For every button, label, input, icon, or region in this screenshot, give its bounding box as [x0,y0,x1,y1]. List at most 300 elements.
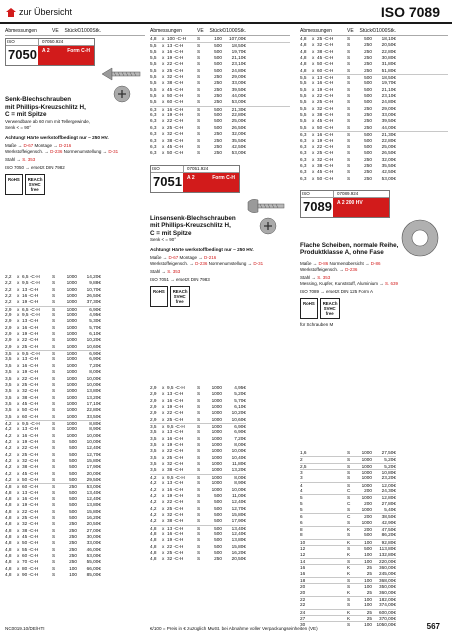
cell-length: 50 -C-H [317,124,334,130]
product-table-7050 [5,274,101,579]
table-row[interactable] [150,150,290,156]
ref-link[interactable]: D-86 [318,260,329,266]
header-ve: VE [52,28,59,34]
ref-link[interactable]: D-31 [253,261,264,267]
description-1: Verwendbare ab 60 mm mit Tellergewinde, [5,118,90,124]
cell-diameter: 3,5 [150,424,157,430]
cell-qty: 25 [366,589,372,595]
cell-price: 20,50€ [381,42,396,48]
cell-ve: S [52,369,56,375]
cell-ve: S [52,464,56,470]
cell-length: 100 -C-H [167,36,187,41]
ref-link[interactable]: D-236 [195,261,208,267]
cell-diameter: 4,8 [5,553,12,559]
cell-ve: S [347,105,351,111]
cell-diameter: 4,2 [5,451,12,457]
ref-link[interactable]: D-216 [59,142,72,148]
cell-qty: 500 [214,118,222,124]
cell-ve: S [347,36,351,41]
cell-diameter: 5,5 [300,75,307,81]
cell-ve: S [347,143,351,149]
cell-ve: S [347,602,351,608]
cell-length: 9,5 -C-H [22,312,40,318]
table-row[interactable] [300,520,396,526]
cell-length: 38 -C-H [167,518,184,524]
cell-diameter: 4,8 [150,543,157,549]
table-row[interactable] [300,571,396,577]
cell-qty: 1000 [66,293,77,299]
cell-x: x [162,480,165,486]
cell-ve: S [52,299,56,305]
ref-link[interactable]: S. 353 [317,274,331,280]
cell-price: 368,00€ [379,577,396,583]
ref-link[interactable]: S. 353 [167,269,181,275]
cell-diameter: 4,2 [5,420,12,426]
table-row[interactable] [300,577,396,583]
cell-price: 53,00€ [86,553,101,559]
cell-ve: S [347,124,351,130]
cell-price: 42,90€ [381,519,396,525]
cell-length: 22 -C-H [167,499,184,505]
cell-x: x [162,525,165,531]
cell-qty: 250 [214,99,222,105]
cell-x: x [162,150,165,156]
cell-ve: S [197,404,201,410]
cell-price: 1050,00€ [376,622,396,628]
cell-length: 22 -C-H [167,543,184,549]
cell-diameter: 6,3 [300,137,307,143]
ref-label: Maße → [5,142,24,148]
ref-link[interactable]: D-67 [23,142,34,148]
cell-qty: 500 [69,477,77,482]
cell-diameter: 5,5 [150,93,157,99]
cell-qty: 250 [364,175,372,181]
cell-qty: 1000 [66,351,77,357]
cell-qty: 500 [214,67,222,73]
cell-diameter: 2 [300,457,303,463]
ref-link[interactable]: S. 353 [22,156,36,162]
cell-diameter: 2,9 [5,306,12,312]
cell-length: 25 -C-H [167,454,184,460]
cell-length: 19 -C-H [317,86,334,92]
cell-ve: S [197,137,201,143]
cell-x: x [17,407,20,413]
ref-link[interactable]: D-67 [168,255,179,261]
table-row[interactable] [300,539,396,545]
cell-length: 19 -C-H [167,404,184,410]
table-row[interactable] [300,558,396,564]
cell-ve: S [52,286,56,292]
replacement-note: ISO 7089 → ersetzt DIN 125 Form A [300,288,374,294]
cell-length: 50 -C-H [22,540,39,546]
cell-qty: 200 [364,488,372,494]
cell-ve: S [347,61,351,67]
cell-ve: S [347,156,351,162]
cell-x: x [312,93,315,99]
cell-diameter: 3 [300,470,303,476]
cell-ve: S [347,507,351,513]
cell-x: x [162,112,165,118]
cell-qty: 500 [364,137,372,143]
cell-qty: 1000 [211,424,222,430]
table-row[interactable] [5,572,101,578]
cell-diameter: 4,8 [5,502,12,508]
cell-diameter: 6,3 [150,118,157,124]
ref-label: Stahl → [300,274,318,280]
ref-link[interactable]: D-236 [50,148,63,154]
cell-qty: 100 [364,551,372,557]
cell-length: 16 -C-H [167,530,184,536]
ref-link[interactable]: D-31 [108,148,119,154]
cell-diameter: 4,8 [5,489,12,495]
cell-x: x [17,484,20,490]
cell-length: 32 -C-H [317,42,334,48]
cell-ve: S [52,534,56,540]
cell-ve: S [197,499,201,505]
header-stueck: Stück [209,28,222,34]
cell-price: 107,00€ [229,36,246,41]
table-row[interactable] [150,556,246,562]
cell-diameter: 18 [300,577,306,583]
cell-diameter: 3,5 [5,407,12,413]
cell-diameter: 6,3 [300,162,307,168]
cell-x: x [312,99,315,105]
cell-qty: 100 [364,622,372,628]
cell-price: 17,90€ [231,518,246,524]
cell-qty: 1000 [66,388,77,394]
cell-ve: S [197,448,201,454]
cell-price: 13,20€ [231,467,246,473]
cell-diameter: 4,2 [150,511,157,517]
cell-length: 38 -C-H [317,162,334,168]
cell-price: 27,50€ [381,450,396,455]
cell-x: x [17,400,20,406]
cell-ve: S [52,553,56,559]
cell-diameter: 6,3 [300,132,307,138]
cell-length: 25 -C-H [22,451,39,457]
table-row[interactable] [300,615,396,621]
cell-length: 32 -C-H [317,105,334,111]
cell-diameter: 4,2 [150,486,157,492]
cell-diameter: 3,5 [5,381,12,387]
cell-ve: S [197,480,201,486]
cell-x: x [17,546,20,552]
cell-qty: 500 [69,508,77,514]
cell-length: 19 -C-H [22,438,39,444]
product-table-7050-cont [150,36,290,157]
standard-number: 7051 [153,173,182,189]
cell-qty: 1000 [211,454,222,460]
ref-label: Maße → [300,260,319,266]
table-row[interactable] [300,176,448,182]
cell-ve: S [347,55,351,61]
back-to-overview-link[interactable] [6,7,72,17]
cell-x: x [17,553,20,559]
cell-length [317,571,347,577]
table-row[interactable] [5,477,101,483]
cell-x: x [17,521,20,527]
ref-label: Stahl → [150,269,168,275]
cell-price: 23,10€ [231,61,246,67]
cell-price: 17,90€ [86,464,101,470]
cell-qty: 500 [214,511,222,517]
cell-ve: S [197,86,201,92]
cell-ve: S [197,124,201,130]
reach-badge: REACh SVHC free [320,298,340,319]
cell-length: 16 -C-H [167,48,184,54]
cell-price: 5,20€ [384,457,396,463]
cell-length: 6,5 -C-H [22,274,40,279]
table-row[interactable] [5,299,101,305]
cell-diameter: 3,5 [5,351,12,357]
table-row[interactable] [300,609,396,615]
cell-qty: 500 [69,496,77,502]
cell-price: 6,90€ [234,429,246,435]
cell-diameter: 4,2 [5,432,12,438]
header-ve: VE [347,28,354,34]
cell-price: 22,80€ [381,137,396,143]
cell-qty: 100 [364,602,372,608]
cell-ve: S [52,394,56,400]
cell-diameter: 4,8 [300,48,307,54]
table-row[interactable] [300,507,396,513]
cell-ve: K [347,615,351,621]
table-row[interactable] [300,532,396,538]
cell-length: 25 -C-H [22,343,39,349]
cell-length: 9,5 -C-H [22,351,40,357]
screw-image-7051 [246,196,288,236]
cell-length: 50 -C-H [317,61,334,67]
table-header [5,28,145,36]
cell-qty: 250 [69,559,77,565]
cell-diameter: 8 [300,532,303,538]
cell-qty: 500 [214,55,222,61]
home-icon [6,8,16,17]
cell-price: 53,00€ [231,150,246,156]
cell-x: x [162,86,165,92]
cell-qty: 500 [69,489,77,495]
cell-diameter: 4,2 [5,426,12,432]
cell-price: 53,00€ [86,484,101,490]
cell-ve: S [197,416,201,422]
cell-diameter: 3,5 [5,356,12,362]
cell-length [317,540,347,545]
cell-ve: S [347,450,351,455]
cell-length: 25 -C-H [317,150,334,156]
ref-label: Montage → [33,142,60,148]
cell-qty: 25 [366,615,372,621]
cell-qty: 1000 [211,461,222,467]
cell-x: x [17,324,20,330]
table-row[interactable] [300,488,396,494]
cell-qty: 250 [364,48,372,54]
cell-price: 10,00€ [231,448,246,454]
column-left [5,28,145,578]
cell-price: 42,50€ [231,143,246,149]
table-row[interactable] [300,602,396,608]
cell-qty: 250 [214,556,222,562]
cell-ve: S [197,118,201,124]
cell-diameter: 5,5 [150,80,157,86]
description-1: Senk < = 90° [150,237,177,243]
cell-ve: S [347,495,351,501]
cell-price: 360,00€ [379,565,396,571]
cell-qty: 1000 [361,519,372,525]
cell-x: x [17,565,20,571]
cell-diameter: 2,2 [5,286,12,292]
table-row[interactable] [150,417,246,423]
cell-ve: S [197,55,201,61]
iso-label: ISO [7,39,39,45]
cell-price: 13,80€ [86,502,101,508]
screw-image-7050 [100,64,144,104]
cell-length: 60 -C-H [167,99,184,105]
cell-price: 182,00€ [379,596,396,602]
cell-diameter: 5,5 [150,43,157,49]
cell-x: x [17,293,20,299]
cell-price: 220,00€ [379,558,396,564]
cell-ve: S [347,558,351,564]
hardness-warning: Achtung! Härte werkstoffbedingt nur ~ 250 HV. [5,134,109,140]
ref-link[interactable]: D-86 [370,260,381,266]
cell-length: 32 -C-H [167,131,184,137]
cell-x: x [17,515,20,521]
ref-link[interactable]: D-236 [345,266,358,272]
cell-qty: 500 [364,36,372,41]
cell-x: x [162,385,165,390]
cell-ve: S [197,99,201,105]
cell-price: 8,00€ [234,442,246,448]
cell-x: x [17,362,20,368]
product-title-line2: mit Phillips-Kreuzschlitz H, [5,103,86,111]
cell-x: x [162,537,165,543]
cell-price: 39,50€ [231,86,246,92]
cell-length [317,610,347,615]
table-row[interactable] [300,552,396,558]
cell-qty: 1000 [211,410,222,416]
table-row[interactable] [150,467,246,473]
table-row[interactable] [5,414,101,420]
cell-price: 4,95€ [234,385,246,390]
cell-diameter: 6,3 [150,112,157,118]
ref-link[interactable]: D-216 [204,255,217,261]
cell-diameter: 20 [300,584,306,590]
cell-ve: S [52,400,56,406]
cell-x: x [17,527,20,533]
standard-number: 7050 [8,47,37,63]
table-row[interactable] [300,475,396,481]
table-row[interactable] [300,463,396,469]
cell-diameter: 12 [300,551,306,557]
cell-length [317,475,347,481]
cell-x: x [162,448,165,454]
table-row[interactable] [300,456,396,462]
cell-qty: 250 [214,86,222,92]
cell-diameter: 6,3 [150,106,157,112]
table-row[interactable] [300,590,396,596]
cell-diameter: 4,8 [5,508,12,514]
rohs-badge: RoHS [5,174,23,195]
cell-price: 32,00€ [231,131,246,137]
cell-qty: 1000 [66,331,77,337]
cell-length: 45 -C-H [167,86,184,92]
cell-length: 16 -C-H [22,496,39,502]
cell-diameter: 2,9 [5,337,12,343]
cell-qty: 250 [69,534,77,540]
cell-diameter: 5,5 [300,99,307,105]
cell-ve: S [347,162,351,168]
cell-x: x [162,397,165,403]
cell-ve: S [52,337,56,343]
cell-length [317,559,347,564]
cell-ve: S [347,150,351,156]
cell-diameter: 4,8 [5,496,12,502]
top-bar [0,0,452,24]
cell-diameter: 5,5 [150,99,157,105]
cell-price: 24,80€ [381,99,396,105]
cell-length: 13 -C-H [22,356,39,362]
table-row[interactable] [5,344,101,350]
cell-ve: S [197,43,201,49]
cell-price: 29,50€ [86,477,101,482]
cell-ve: S [347,99,351,105]
cell-qty: 500 [364,150,372,156]
cell-diameter: 3,5 [150,429,157,435]
cell-diameter: 4,2 [150,474,157,480]
cell-ve: S [347,475,351,481]
page-number: 567 [426,622,440,631]
cell-ve: S [52,559,56,565]
product-title-line1: Senk-Blechschrauben [5,96,72,103]
cell-diameter: 6,3 [150,131,157,137]
cell-diameter: 22 [300,596,306,602]
cell-ve: S [197,492,201,498]
cell-qty: 1000 [66,356,77,362]
ref-label: Stahl → [5,156,23,162]
cell-diameter: 3,5 [5,413,12,419]
cell-length [317,622,347,627]
cell-x: x [17,274,20,279]
cell-ve: S [52,381,56,387]
page-title: ISO 7089 [380,4,440,20]
cell-x: x [17,394,20,400]
cell-qty: 1000 [66,420,77,426]
cell-price: 350,00€ [379,584,396,590]
cell-qty: 500 [214,43,222,49]
table-row[interactable] [300,450,396,456]
cell-ve: S [52,324,56,330]
cell-price: 9,88€ [89,280,101,286]
cell-ve: S [197,511,201,517]
cell-price: 35,50€ [381,162,396,168]
table-row[interactable] [150,518,246,524]
cell-x: x [17,559,20,565]
cell-diameter: 1,6 [300,450,307,455]
cell-x: x [17,299,20,305]
cell-x: x [17,438,20,444]
cell-x: x [17,286,20,292]
cell-length: 13 -C-H [167,43,184,49]
cell-price: 6,10€ [89,331,101,337]
cell-diameter: 4,8 [150,36,157,41]
cell-qty: 500 [214,543,222,549]
cell-ve: S [347,463,351,469]
ref-link[interactable]: S. 639 [384,280,398,286]
cell-diameter: 3,5 [150,448,157,454]
cell-x: x [162,74,165,80]
cell-ve: S [197,80,201,86]
cell-diameter: 4,2 [150,499,157,505]
